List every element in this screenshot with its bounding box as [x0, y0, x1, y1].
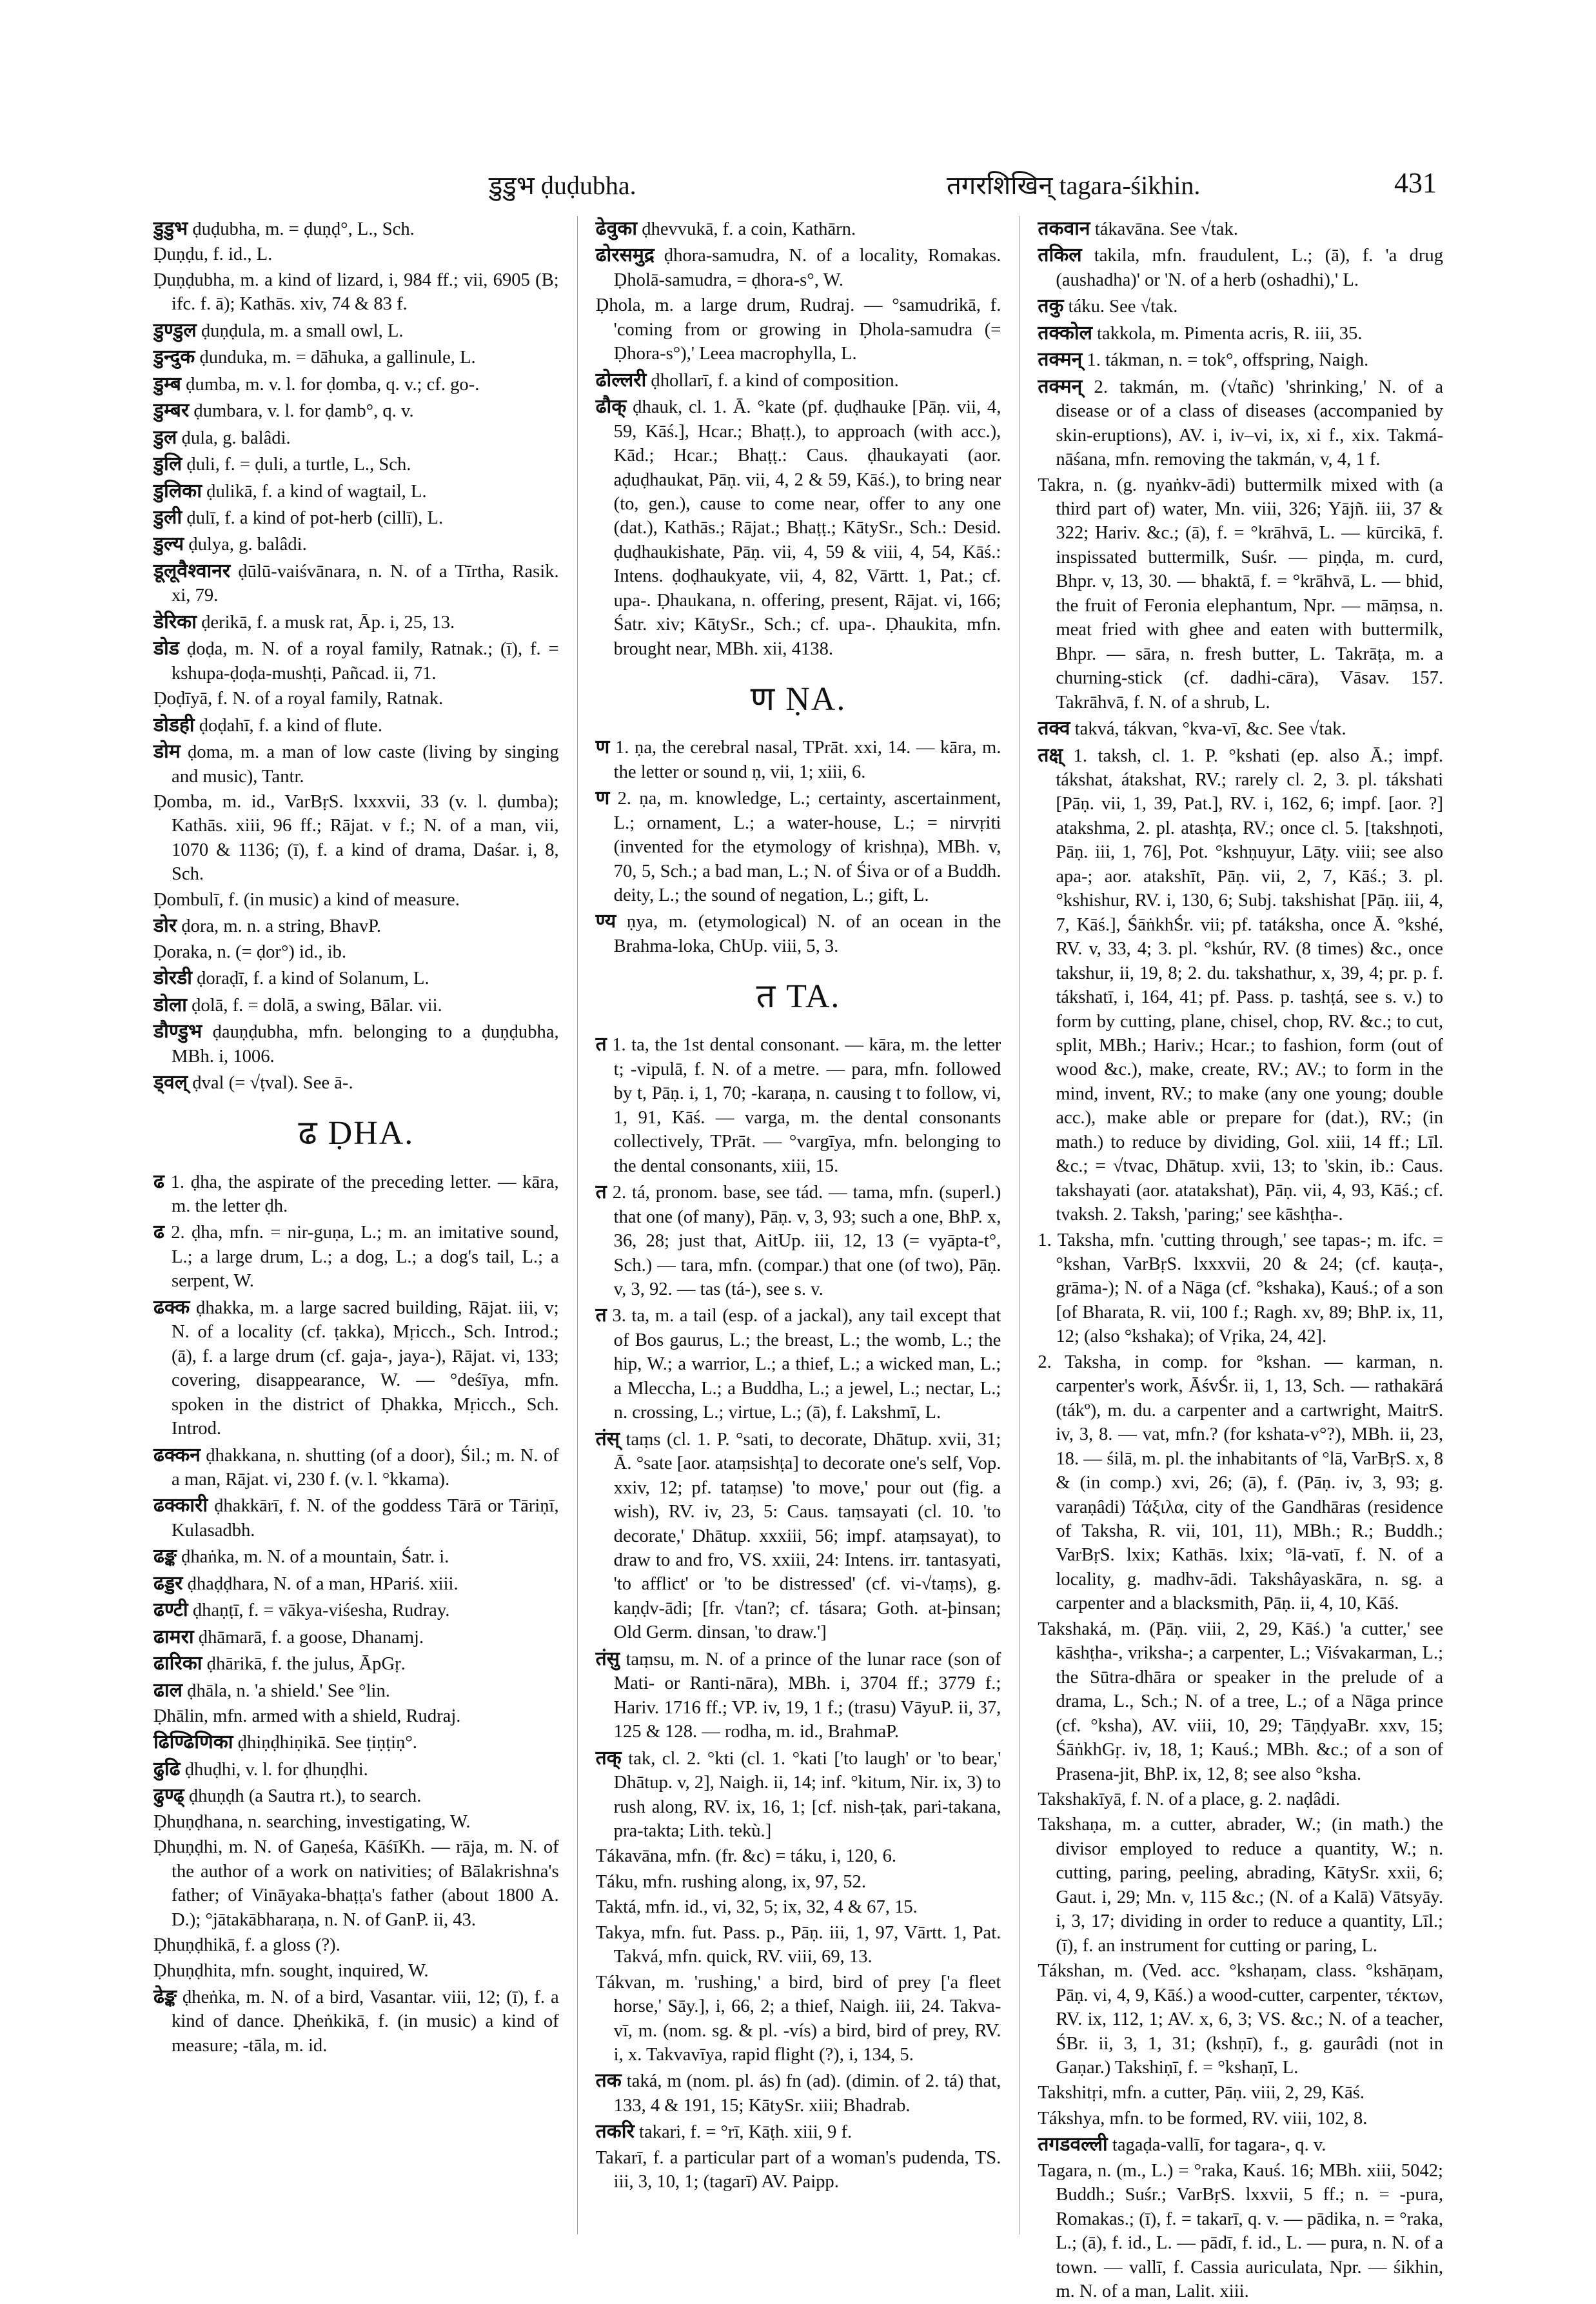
entry-headword-devanagari: ढण्टी	[153, 1599, 188, 1622]
entry-headword-devanagari: तक्ष्	[1038, 743, 1063, 767]
dictionary-entry	[1038, 1959, 1443, 2080]
dictionary-entry	[153, 268, 559, 317]
entry-text: takari, f. = °rī, Kāṭh. xiii, 9 f.	[639, 2122, 852, 2143]
entry-text: ḍhevvukā, f. a coin, Kathārn.	[642, 219, 856, 239]
entry-headword-devanagari: डुम्ब	[153, 372, 181, 395]
dictionary-entry	[153, 425, 559, 450]
entry-headword-devanagari: तकु	[1038, 295, 1064, 318]
entry-text: Ḍoḍīyā, f. N. of a royal family, Ratnak.	[153, 689, 444, 709]
entry-text: Takshakīyā, f. N. of a place, g. 2. naḍâdi.	[1038, 1789, 1341, 1809]
dictionary-entry	[153, 242, 559, 266]
entry-headword-devanagari: तक्मन्	[1038, 375, 1083, 398]
entry-text: Ḍoraka, n. (= ḍor°) id., ib.	[153, 941, 347, 962]
entry-text: 2. tá, pronom. base, see tád. — tama, mfn. (superl.) that one (of many), Pāṇ. v, 3, 93; such a one, BhP. x, 36, 28; just that, AitUp. iii, 12, 13 (= vyāpta-t°, Sch.) — tara, mfn. (compar.) that one (of two), Pāṇ. v, 3, 92. — tas (tá-), see s. v.	[612, 1183, 1001, 1299]
entry-headword-devanagari: ढक्क	[153, 1295, 190, 1319]
entry-text: ḍhakkana, n. shutting (of a door), Śil.; m. N. of a man, Rājat. vi, 230 f. (v. l. °kkama).	[172, 1445, 559, 1490]
entry-text: ṇya, m. (etymological) N. of an ocean in the Brahma-loka, ChUp. viii, 5, 3.	[613, 912, 1001, 956]
entry-text: Ḍombulī, f. (in music) a kind of measure.	[153, 889, 460, 910]
dictionary-entry	[1038, 2107, 1443, 2131]
dictionary-entry	[596, 394, 1001, 661]
entry-text: ḍulī, f. a kind of pot-herb (cillī), L.	[186, 507, 444, 528]
dictionary-entry	[153, 344, 559, 369]
entry-headword-devanagari: तकिल	[1038, 244, 1082, 267]
entry-headword-devanagari: डुम्बर	[153, 399, 190, 422]
entry-headword-devanagari: तक	[595, 2069, 622, 2092]
dictionary-entry	[153, 451, 559, 477]
entry-headword-devanagari: तक्मन्	[1038, 348, 1083, 371]
dictionary-entry	[153, 1984, 559, 2058]
section-heading: ण ṆA.	[750, 681, 847, 718]
entry-text: tákavāna. See √tak.	[1094, 219, 1238, 239]
entry-text: Ḍhuṇḍhikā, f. a gloss (?).	[153, 1935, 340, 1956]
entry-headword-devanagari: ढौक्	[595, 395, 627, 418]
dictionary-entry	[153, 371, 559, 397]
entry-headword-devanagari: तकरि	[595, 2120, 635, 2143]
entry-text: ḍoḍa, m. N. of a royal family, Ratnak.; (ī), f. = kshupa-ḍoḍa-mushṭi, Pañcad. ii, 71.	[172, 639, 559, 684]
entry-headword-devanagari: त	[595, 1304, 607, 1327]
dictionary-entry	[596, 216, 1001, 241]
entry-headword-devanagari: डुल्य	[153, 533, 184, 556]
dictionary-entry	[153, 478, 559, 504]
entry-text: takkola, m. Pimenta acris, R. iii, 35.	[1097, 323, 1363, 344]
dictionary-entry	[596, 293, 1001, 366]
entry-headword-devanagari: ढक्कन	[153, 1443, 201, 1466]
entry-text: Ḍhuṇḍhita, mfn. sought, inquired, W.	[153, 1960, 429, 1981]
column-3	[1038, 216, 1444, 2302]
dictionary-entry	[153, 636, 559, 685]
entry-text: taṃsu, m. N. of a prince of the lunar race (son of Mati- or Ranti-nāra), MBh. i, 3704 ff.; 3779 f.; Hariv. 1716 ff.; VP. iv, 19, 1 f.; (trasu) VāyuP. ii, 37, 125 & 128. — rodha, m. id., BrahmaP.	[613, 1649, 1001, 1742]
entry-headword-devanagari: तंस्	[595, 1427, 620, 1450]
entry-text: Ḍhālin, mfn. armed with a shield, Rudraj.	[153, 1706, 461, 1727]
entry-headword-devanagari: तकवान	[1038, 217, 1090, 240]
entry-headword-devanagari: तक्व	[1038, 717, 1070, 740]
dictionary-entry	[153, 1835, 559, 1932]
page-number: 431	[1394, 167, 1437, 199]
entry-text: Takshitṛi, mfn. a cutter, Pāṇ. viii, 2, 29, Kāś.	[1038, 2083, 1365, 2103]
dictionary-entry	[153, 992, 559, 1018]
dictionary-entry	[596, 785, 1001, 907]
dictionary-entry	[153, 1624, 559, 1649]
entry-headword-devanagari: डौण्डुभ	[153, 1020, 202, 1043]
dictionary-entry	[153, 531, 559, 556]
entry-text: ḍerikā, f. a musk rat, Āp. i, 25, 13.	[201, 612, 455, 633]
entry-text: tagaḍa-vallī, for tagara-, q. v.	[1112, 2135, 1326, 2156]
dictionary-entry	[153, 1019, 559, 1068]
entry-headword-devanagari: डुली	[153, 506, 182, 529]
entry-headword-devanagari: तंसु	[595, 1647, 620, 1670]
dictionary-entry	[153, 1571, 559, 1596]
entry-headword-devanagari: डुडुभ	[153, 217, 188, 240]
entry-text: Taktá, mfn. id., vi, 32, 5; ix, 32, 4 & 67, 15.	[595, 1897, 918, 1918]
entry-text: ḍumba, m. v. l. for ḍomba, q. v.; cf. go-.	[186, 374, 480, 395]
entry-text: ḍhauk, cl. 1. Ā. °kate (pf. ḍuḍhauke [Pāṇ. vii, 4, 59, Kāś.], Hcar.; Bhaṭṭ.), to approach (with acc.), Kād.; Hcar.; Bhaṭṭ.: Caus. ḍhaukayati (aor. aḍuḍhaukat, Pāṇ. vii, 4, 2 & 59, Kāś.), to bring near (to, gen.), cause to come near, offer to any one (dat.), Kathās.; Rājat.; Bhaṭṭ.; KātySr., Sch.: Desid. ḍuḍhaukishate, Pāṇ. vii, 4, 59 & viii, 4, 54, Kāś.: Intens. ḍoḍhaukyate, vii, 4, 82, Vārtt. 1, Pat.; cf. upa-. Ḍhaukana, n. offering, present, Rājat. vi, 166; Śatr. xiv; KātySr., Sch.; cf. upa-. Ḍhaukita, mfn. brought near, MBh. xii, 4138.	[613, 397, 1001, 659]
entry-headword-devanagari: डोडही	[153, 713, 195, 736]
entry-text: 1. tákman, n. = tok°, offspring, Naigh.	[1087, 350, 1369, 371]
entry-headword-devanagari: डुलिका	[153, 479, 202, 502]
dictionary-entry	[596, 1646, 1001, 1744]
entry-text: 1. ṇa, the cerebral nasal, TPrāt. xxi, 14. — kāra, m. the letter or sound ṇ, vii, 1; xiii, 6.	[613, 738, 1001, 782]
dictionary-entry	[153, 1678, 559, 1703]
running-head-left: डुडुभ ḍuḍubha.	[489, 171, 636, 200]
entry-headword-devanagari: डुन्दुक	[153, 346, 195, 369]
entry-text: ḍhuṇḍh (a Sautra rt.), to search.	[188, 1786, 422, 1807]
entry-text: 3. ta, m. a tail (esp. of a jackal), any tail except that of Bos gaurus, L.; the breast, L.; the womb, L.; the hip, W.; a warrior, L.; a thief, L.; a wicked man, L.; a Mleccha, L.; a Buddha, L.; a jewel, L.; nectar, L.; n. crossing, L.; virtue, L.; (ā), f. Lakshmī, L.	[612, 1306, 1001, 1423]
dictionary-entry	[153, 1544, 559, 1569]
entry-text: táku. See √tak.	[1068, 297, 1178, 317]
entry-text: ḍoma, m. a man of low caste (living by singing and music), Tantr.	[172, 742, 559, 787]
entry-text: taṃs (cl. 1. P. °sati, to decorate, Dhātup. xvii, 31; Ā. °sate [aor. ataṃsishṭa] to decorate one's self, Vop. xxiv, 12; pf. tataṃse) 'to move,' pour out (fig. a wish), RV. iv, 23, 5: Caus. taṃsayati (cl. 10. 'to decorate,' Dhātup. xxxiii, 56; impf. ataṃsayat), to draw to and fro, VS. xxiii, 24: Intens. irr. tantasyati, 'to afflict' or 'to be distressed' (cf. vi-√taṃs), g. kaṇḍv-ādi; [fr. √tan?; cf. tásara; Goth. at-þinsan; Old Germ. dinsan, 'to draw.']	[613, 1429, 1001, 1643]
entry-headword-devanagari: ड्वल्	[153, 1070, 188, 1094]
entry-headword-devanagari: डेरिका	[153, 610, 197, 633]
dictionary-entry	[1038, 293, 1443, 319]
entry-text: ḍuḍubha, m. = ḍuṇḍ°, L., Sch.	[192, 219, 415, 239]
dictionary-entry	[153, 739, 559, 789]
entry-headword-devanagari: डोम	[153, 740, 181, 763]
entry-text: Tákavāna, mfn. (fr. &c) = táku, i, 120, 6.	[595, 1846, 897, 1867]
entry-text: Takshaká, m. (Pāṇ. viii, 2, 29, Kāś.) 'a cutter,' see kāshṭha-, vriksha-; a carpenter, L.; Viśvakarman, L.; the Sūtra-dhāra or speaker in the prelude of a drama, L., Sch.; N. of a tree, L.; of a Nāga prince (cf. °ksha), AV. viii, 10, 29; TāṇḍyaBr. xxv, 15; ŚāṅkhGṛ. iv, 18, 1; Kauś.; MBh. &c.; of a son of Prasena-jit, BhP. ix, 12, 8; see also °ksha.	[1038, 1619, 1444, 1784]
entry-headword-devanagari: डोर	[153, 914, 177, 938]
entry-text: ḍhaṇṭī, f. = vākya-viśesha, Rudray.	[192, 1600, 450, 1621]
entry-text: Takarī, f. a particular part of a woman's pudenda, TS. iii, 3, 10, 1; (tagarī) AV. Paipp.	[595, 2147, 1001, 2192]
entry-text: 2. ḍha, mfn. = nir-guṇa, L.; m. an imitative sound, L.; a large drum, L.; a dog, L.; a dog's tail, L.; a serpent, W.	[171, 1223, 559, 1292]
dictionary-entry	[153, 1070, 559, 1095]
dictionary-entry	[596, 1971, 1001, 2067]
entry-text: ḍuli, f. = ḍuli, a turtle, L., Sch.	[186, 455, 411, 475]
page-header	[153, 166, 1437, 212]
dictionary-entry	[1038, 1813, 1443, 1958]
dictionary-entry	[153, 1729, 559, 1755]
dictionary-entry	[153, 558, 559, 608]
entry-text: taká, m (nom. pl. ás) fn (ad). (dimin. of 2. tá) that, 133, 4 & 191, 15; KātySr. xiii; Bhadrab.	[613, 2071, 1001, 2116]
entry-text: Ḍhuṇḍhi, m. N. of Gaṇeśa, KāśīKh. — rāja, m. N. of the author of a work on nativities; of Bālakrishna's father; of Vināyaka-bhaṭṭa's father (about 1800 A. D.); °jātakābharaṇa, n. N. of GanP. ii, 43.	[153, 1837, 559, 1930]
entry-text: takila, mfn. fraudulent, L.; (ā), f. 'a drug (aushadha)' or 'N. of a herb (oshadhi),' L.	[1056, 246, 1444, 290]
entry-text: Ḍuṇḍu, f. id., L.	[153, 244, 273, 265]
entry-text: ḍhārikā, f. the julus, ĀpGṛ.	[206, 1654, 406, 1675]
dictionary-entry	[596, 1870, 1001, 1894]
dictionary-entry	[153, 1783, 559, 1808]
section-heading: त TA.	[756, 978, 841, 1016]
entry-text: ḍhollarī, f. a kind of composition.	[651, 370, 899, 391]
dictionary-entry	[1038, 473, 1443, 715]
dictionary-entry	[153, 1704, 559, 1728]
dictionary-entry	[153, 398, 559, 423]
column-divider	[1019, 216, 1020, 2234]
dictionary-entry	[596, 1895, 1001, 1919]
entry-text: ḍhaṅka, m. N. of a mountain, Śatr. i.	[181, 1547, 449, 1568]
entry-headword-devanagari: तगडवल्ली	[1038, 2133, 1108, 2156]
entry-text: ḍauṇḍubha, mfn. belonging to a ḍuṇḍubha, MBh. i, 1006.	[172, 1022, 559, 1067]
entry-text: ḍula, g. balâdi.	[181, 428, 291, 448]
entry-headword-devanagari: ढाल	[153, 1679, 182, 1702]
dictionary-entry	[153, 913, 559, 938]
dictionary-entry	[1038, 743, 1443, 1227]
dictionary-entry	[596, 2068, 1001, 2118]
entry-text: 1. Taksha, mfn. 'cutting through,' see tapas-; m. ifc. = °kshan, VarBṛS. lxxxvii, 20 & 24; (cf. kauṭa-, grāma-); N. of a Nāga (cf. °kshaka), Kauś.; of a son [of Bharata, R. vii, 100 f.; Ragh. xv, 89; BhP. ix, 11, 12; (also °kshaka); of Vṛika, 24, 42].	[1038, 1230, 1444, 1347]
entry-text: tak, cl. 2. °kti (cl. 1. °kati ['to laugh' or 'to bear,' Dhātup. v, 2], Naigh. ii, 14; inf. °kitum, Nir. ix, 3) to rush along, RV. ix, 16, 1; [cf. nish-ṭak, pari-takana, pra-takta; Lith. tekù.]	[613, 1748, 1001, 1841]
dictionary-entry	[1038, 374, 1443, 472]
entry-headword-devanagari: ढोरसमुद्र	[595, 244, 655, 267]
entry-text: takvá, tákvan, °kva-vī, &c. See √tak.	[1074, 719, 1346, 740]
entry-text: ḍulya, g. balâdi.	[188, 535, 307, 555]
entry-headword-devanagari: डूलूवैश्वानर	[153, 559, 231, 582]
entry-headword-devanagari: ण्य	[595, 910, 616, 933]
dictionary-entry	[1038, 2132, 1443, 2157]
dictionary-entry	[596, 2146, 1001, 2194]
dictionary-entry	[153, 609, 559, 635]
dictionary-entry	[153, 1219, 559, 1293]
entry-text: ḍoḍahī, f. a kind of flute.	[199, 715, 383, 736]
dictionary-entry	[153, 505, 559, 530]
entry-headword-devanagari: ढारिका	[153, 1652, 202, 1675]
entry-text: ḍoraḍī, f. a kind of Solanum, L.	[197, 969, 429, 989]
entry-headword-devanagari: त	[595, 1033, 607, 1056]
dictionary-entry	[153, 1295, 559, 1441]
dictionary-entry	[1038, 1350, 1443, 1616]
column-2	[596, 216, 1001, 2234]
dictionary-entry	[1038, 242, 1443, 292]
entry-headword-devanagari: ढुढि	[153, 1757, 181, 1780]
dictionary-entry	[596, 1303, 1001, 1424]
dictionary-entry	[1038, 716, 1443, 741]
entry-text: ḍhakka, m. a large sacred building, Rājat. iii, v; N. of a locality (cf. ṭakka), Mṛicch., Sch. Introd.; (ā), f. a large drum (cf. gaja-, jaya-), Rājat. vi, 133; covering, disappearance, W. — °deśīya, mfn. spoken in the district of Ḍhakka, Mṛicch., Sch. Introd.	[172, 1297, 559, 1439]
entry-headword-devanagari: डुल	[153, 426, 177, 449]
entry-headword-devanagari: डोड	[153, 637, 179, 660]
entry-headword-devanagari: तक्	[595, 1746, 622, 1769]
entry-headword-devanagari: ढक्कारी	[153, 1494, 208, 1517]
dictionary-entry	[596, 1746, 1001, 1844]
section-heading: ढ ḌHA.	[298, 1115, 415, 1152]
entry-text: ḍhāmarā, f. a goose, Dhanamj.	[198, 1627, 424, 1648]
dictionary-entry	[596, 242, 1001, 292]
entry-headword-devanagari: ढ	[153, 1221, 164, 1244]
column-divider	[577, 216, 578, 2234]
dictionary-entry	[153, 1442, 559, 1492]
entry-text: 2. Taksha, in comp. for °kshan. — karman, n. carpenter's work, ĀśvŚr. ii, 1, 13, Sch. — rathakārá (tákº), m. du. a carpenter and a cartwright, MaitrS. iv, 3, 8. — vat, mfn.? (for kshata-v°?), MBh. ii, 23, 18. — śilā, m. pl. the inhabitants of °lā, VarBṛS. x, 8 & (in comp.) xvi, 26; (ā), f. (Pāṇ. iv, 3, 93; g. varaṇâdi) Τάξιλα, city of the Gandhāras (residence of Taksha, R. vii, 101, 11), MBh.; R.; Buddh.; VarBṛS. lxix; Kathās. lxix; °lā-vatī, f. N. of a locality, g. madhv-ādi. Takshâyaskāra, n. sg. a carpenter and a blacksmith, Pāṇ. ii, 4, 10, Kāś.	[1038, 1352, 1444, 1614]
entry-text: ḍūlū-vaiśvānara, n. N. of a Tīrtha, Rasik. xi, 79.	[172, 561, 559, 606]
entry-text: Táku, mfn. rushing along, ix, 97, 52.	[595, 1871, 867, 1892]
dictionary-entry	[1038, 320, 1443, 346]
entry-text: Takra, n. (g. nyaṅkv-ādi) buttermilk mixed with (a third part of) water, Mn. viii, 326; Yājñ. iii, 37 & 322; Hariv. &c.; (ā), f. = °krāhvā, L. — kūrcikā, f. inspissated buttermilk, Suśr. — piṇḍa, m. curd, Bhpr. v, 13, 30. — bhaktā, f. = °krāhvā, L. — bhid, the fruit of Feronia elephantum, Npr. — māṃsa, n. meat fried with ghee and eaten with buttermilk, Bhpr. — sāra, n. fresh butter, L. Takrāṭa, m. a churning-stick (cf. dadhi-cāra), Vāsav. 157. Takrāhvā, f. N. of a shrub, L.	[1038, 475, 1444, 713]
dictionary-entry	[596, 1032, 1001, 1178]
entry-text: ḍunduka, m. = dāhuka, a gallinule, L.	[199, 348, 476, 368]
entry-headword-devanagari: डुलि	[153, 453, 182, 476]
dictionary-entry	[596, 909, 1001, 958]
dictionary-entry	[1038, 1787, 1443, 1811]
dictionary-entry	[1038, 1617, 1443, 1786]
entry-text: 1. ta, the 1st dental consonant. — kāra, m. the letter t; -vipulā, f. N. of a metre. — para, mfn. followed by t, Pāṇ. i, 1, 70; -karaṇa, n. causing t to follow, vi, 1, 91, Kāś. — varga, m. the dental consonants collectively, TPrāt. — °vargīya, mfn. belonging to the dental consonants, xiii, 15.	[612, 1035, 1001, 1176]
dictionary-entry	[153, 1959, 559, 1983]
entry-text: 2. ṇa, m. knowledge, L.; certainty, ascertainment, L.; ornament, L.; a water-house, L.; = nirvṛiti (invented for the etymology of krishṇa), MBh. v, 70, 5, Sch.; a bad man, L.; N. of Śiva or of a Buddh. deity, L.; the sound of negation, L.; gift, L.	[613, 789, 1001, 905]
dictionary-entry	[153, 216, 559, 241]
entry-text: ḍhora-samudra, N. of a locality, Romakas. Ḍholā-samudra, = ḍhora-s°, W.	[613, 246, 1001, 290]
dictionary-entry	[153, 790, 559, 887]
entry-text: Ḍhuṇḍhana, n. searching, investigating, W.	[153, 1811, 471, 1832]
entry-text: Ḍuṇḍubha, m. a kind of lizard, i, 984 ff.; vii, 6905 (B; ifc. f. ā); Kathās. xiv, 74 & 83 f.	[153, 270, 559, 315]
entry-text: ḍhuḍhi, v. l. for ḍhuṇḍhi.	[184, 1759, 368, 1780]
dictionary-entry	[596, 1426, 1001, 1645]
entry-text: Tákshan, m. (Ved. acc. °kshaṇam, class. °kshāṇam, Pāṇ. vi, 4, 9, Kāś.) a wood-cutter, carpenter, τέκτων, RV. ix, 112, 1; AV. x, 6, 3; VS. &c.; N. of a teacher, ŚBr. ii, 3, 1, 31; (kshṇī), f., g. gaurâdi (not in Gaṇar.) Takshiṇī, f. = °kshaṇī, L.	[1038, 1961, 1444, 2078]
dictionary-entry	[596, 368, 1001, 393]
entry-text: ḍuṇḍula, m. a small owl, L.	[201, 320, 404, 341]
dictionary-entry	[153, 1651, 559, 1676]
entry-headword-devanagari: ढ	[153, 1170, 164, 1193]
entry-text: ḍheṅka, m. N. of a bird, Vasantar. viii, 12; (ī), f. a kind of dance. Ḍheṅkikā, f. (in music) a kind of measure; -tāla, m. id.	[172, 1987, 559, 2056]
entry-text: ḍumbara, v. l. for ḍamb°, q. v.	[193, 401, 414, 422]
entry-headword-devanagari: ढामरा	[153, 1625, 194, 1648]
entry-text: Ḍhola, m. a large drum, Rudraj. — °samudrikā, f. 'coming from or growing in Ḍhola-samudra (= Ḍhora-s°),' Leea macrophylla, L.	[595, 295, 1001, 364]
entry-text: Takya, mfn. fut. Pass. p., Pāṇ. iii, 1, 97, Vārtt. 1, Pat. Takvá, mfn. quick, RV. viii, 69, 13.	[595, 1922, 1001, 1967]
dictionary-entry	[153, 965, 559, 990]
entry-headword-devanagari: तक्कोल	[1038, 321, 1092, 344]
entry-text: ḍhaḍḍhara, N. of a man, HPariś. xiii.	[187, 1573, 458, 1594]
dictionary-entry	[153, 1757, 559, 1782]
entry-text: ḍulikā, f. a kind of wagtail, L.	[206, 481, 427, 502]
dictionary-entry	[1038, 1228, 1443, 1349]
entry-text: ḍval (= √ṭval). See ā-.	[192, 1072, 353, 1093]
entry-headword-devanagari: ढङ्क	[153, 1545, 177, 1568]
entry-headword-devanagari: डोरडी	[153, 967, 192, 990]
column-1	[153, 216, 559, 2234]
entry-headword-devanagari: ढड्डर	[153, 1571, 183, 1595]
dictionary-columns	[153, 216, 1444, 2302]
dictionary-entry	[1038, 2081, 1443, 2105]
dictionary-entry	[596, 1179, 1001, 1301]
dictionary-entry	[596, 1844, 1001, 1868]
entry-headword-devanagari: ढेवुका	[595, 217, 638, 240]
dictionary-entry	[596, 1921, 1001, 1969]
dictionary-entry	[153, 940, 559, 964]
entry-headword-devanagari: ढिण्ढिणिका	[153, 1731, 233, 1754]
entry-text: Tákshya, mfn. to be formed, RV. viii, 102, 8.	[1038, 2108, 1368, 2129]
running-head-right: तगरशिखिन् tagara-śikhin.	[947, 171, 1201, 200]
entry-text: Tagara, n. (m., L.) = °raka, Kauś. 16; MBh. xiii, 5042; Buddh.; Suśr.; VarBṛS. lxxvii, 5 ff.; n. = -pura, Romakas.; (ī), f. = takarī, q. v. — pādika, n. = °raka, L.; (ā), f. id., L. — pādī, f. id., L. — pura, n. N. of a town. — vallī, f. Cassia auriculata, Npr. — śikhin, m. N. of a man, Lalit. xiii.	[1038, 2160, 1444, 2302]
entry-headword-devanagari: त	[595, 1181, 607, 1204]
dictionary-entry	[153, 1169, 559, 1219]
dictionary-entry	[153, 1810, 559, 1834]
dictionary-entry	[153, 1493, 559, 1542]
entry-text: 1. taksh, cl. 1. P. °kshati (ep. also Ā.; impf. tákshat, átakshat, RV.; rarely cl. 2, 3. pl. tákshati [Pāṇ. vii, 1, 39, Pat.], RV. i, 162, 6; impf. [aor. ?] atakshma, 2. pl. atashṭa, RV.; once cl. 5. [takshṇoti, Pāṇ. iii, 1, 76], Pot. °kshṇuyur, Lāṭy. viii; see also apa-; aor. atakshīt, Pāṇ. vii, 2, 7, Kāś.; 3. pl. °kshishur, RV. i, 130, 6; Subj. takshishat [Pāṇ. iii, 4, 7, Kāś.], ŚāṅkhŚr. vii; pf. tatáksha, once Ā. °kshé, RV. v, 33, 4; 3. pl. °kshúr, RV. (8 times) &c., once takshur, ii, 19, 8; 2. du. takshathur, x, 39, 4; pr. p. f. tákshatī, i, 164, 41; pf. Pass. p. tashṭá, see s. v.) to form by cutting, plane, chisel, chop, RV. &c.; to cut, split, MBh.; Hariv.; Hcar.; to fashion, form (out of wood &c.), make, create, RV.; AV.; to form in the mind, invent, RV.; to make (any one young; double acc.), make able or prepare for (dat.), RV.; (in math.) to reduce by dividing, Gol. xiii, 14 ff.; Līl. &c.; = √tvac, Dhātup. xvii, 13; to 'skin, ib.: Caus. takshayati (aor. atatakshat), Pāṇ. vii, 4, 93, Kāś.; cf. tvaksh. 2. Taksh, 'paring;' see kāshṭha-.	[1056, 745, 1444, 1225]
entry-text: ḍhāla, n. 'a shield.' See °lin.	[187, 1680, 390, 1701]
dictionary-entry	[153, 888, 559, 912]
dictionary-entry	[1038, 216, 1443, 241]
dictionary-entry	[1038, 347, 1443, 372]
dictionary-entry	[596, 734, 1001, 784]
dictionary-entry	[153, 687, 559, 711]
entry-headword-devanagari: ण	[595, 787, 610, 810]
entry-headword-devanagari: ढोल्लरी	[595, 368, 647, 391]
dictionary-entry	[153, 1597, 559, 1622]
entry-text: ḍolā, f. = dolā, a swing, Bālar. vii.	[192, 995, 442, 1016]
entry-text: Takshaṇa, m. a cutter, abrader, W.; (in math.) the divisor employed to reduce a quantity, W.; n. cutting, paring, peeling, abrading, KātySr. xxii, 6; Gaut. i, 29; Mn. v, 115 &c.; (N. of a Kalā) Vātsyāy. i, 3, 17; dividing in order to reduce a quantity, Līl.; (ī), f. an instrument for cutting or paring, L.	[1038, 1815, 1444, 1956]
entry-text: ḍora, m. n. a string, BhavP.	[181, 916, 381, 937]
entry-headword-devanagari: ढुण्ढ्	[153, 1784, 184, 1807]
entry-headword-devanagari: ढेङ्क	[153, 1985, 177, 2009]
entry-text: ḍhiṇḍhiṇikā. See ṭiṇṭiṇ°.	[237, 1733, 417, 1753]
entry-text: ḍhakkārī, f. N. of the goddess Tārā or Tāriṇī, Kulasadbh.	[172, 1496, 559, 1541]
entry-headword-devanagari: ण	[595, 736, 610, 759]
entry-text: 1. ḍha, the aspirate of the preceding letter. — kāra, m. the letter ḍh.	[170, 1172, 559, 1216]
entry-text: 2. takmán, m. (√tañc) 'shrinking,' N. of a disease or of a class of diseases (accompanied by skin-eruptions), AV. i, iv–vi, ix, xi f., xix. Takmá-nāśana, mfn. removing the takmán, v, 4, 1 f.	[1056, 377, 1444, 470]
dictionary-entry	[1038, 2159, 1443, 2304]
entry-text: Tákvan, m. 'rushing,' a bird, bird of prey ['a fleet horse,' Sāy.], i, 66, 2; a thief, Naigh. iii, 24. Takva-vī, m. (nom. sg. & pl. -vís) a bird, bird of prey, RV. i, x. Takvavīya, rapid flight (?), i, 134, 5.	[595, 1972, 1001, 2065]
dictionary-entry	[596, 2119, 1001, 2144]
entry-headword-devanagari: डुण्डुल	[153, 319, 197, 342]
dictionary-entry	[153, 713, 559, 738]
dictionary-entry	[153, 1933, 559, 1957]
entry-text: Ḍomba, m. id., VarBṛS. lxxxvii, 33 (v. l. ḍumba); Kathās. xiii, 96 ff.; Rājat. v f.; N. of a man, vii, 1070 & 1136; (ī), f. a kind of drama, Daśar. i, 8, Sch.	[153, 791, 559, 885]
entry-headword-devanagari: डोला	[153, 993, 187, 1016]
dictionary-entry	[153, 318, 559, 343]
